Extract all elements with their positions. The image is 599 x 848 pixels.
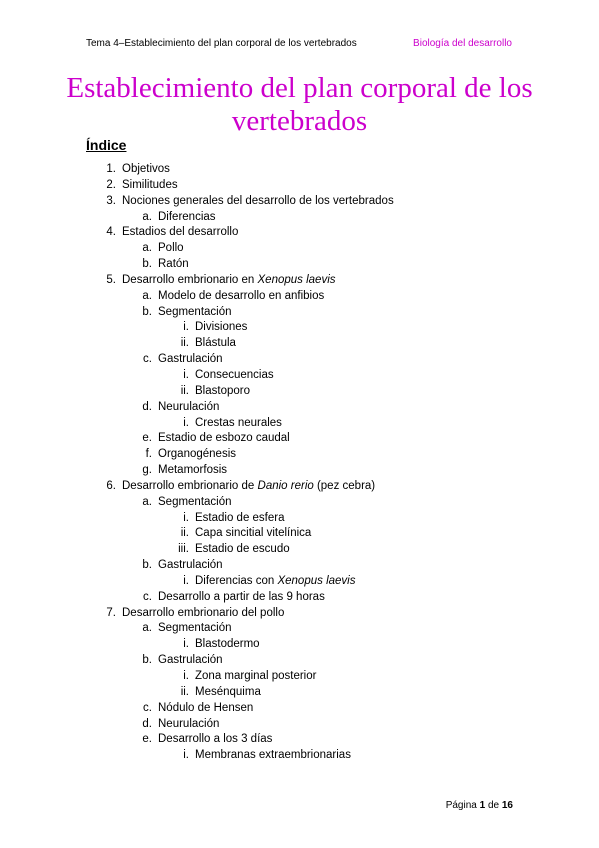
toc-entry-text: Estadio de esfera [195, 511, 285, 524]
toc-entry-label [195, 637, 260, 653]
toc-entry-text: Segmentación [158, 305, 232, 318]
toc-entry-label [195, 748, 351, 764]
toc-entry-label [195, 511, 285, 527]
toc-entry-label [195, 542, 290, 558]
toc-entry-number: 7. [106, 606, 116, 619]
toc-entry-number: i. [183, 574, 189, 587]
toc-entry [0, 241, 599, 257]
table-of-contents [0, 162, 599, 764]
toc-entry-label [158, 653, 223, 669]
toc-entry-text: Gastrulación [158, 559, 223, 572]
page-footer [446, 800, 513, 811]
toc-entry [0, 732, 599, 748]
toc-entry-number: ii. [180, 685, 189, 698]
toc-entry-label [195, 384, 250, 400]
toc-entry-text: Nódulo de Hensen [158, 701, 254, 714]
toc-entry-label [158, 305, 232, 321]
toc-entry-text: (pez cebra) [313, 479, 376, 492]
toc-entry [0, 320, 599, 336]
toc-entry-text: Desarrollo a los 3 días [158, 733, 273, 746]
running-header-subject: Biología del desarrollo [413, 38, 512, 49]
toc-entry-number: i. [183, 511, 189, 524]
toc-entry [0, 352, 599, 368]
toc-entry-number: g. [142, 464, 152, 477]
toc-entry-number: ii. [180, 337, 189, 350]
toc-entry-text: Capa sincitial vitelínica [195, 527, 312, 540]
toc-entry-number: i. [183, 638, 189, 651]
toc-entry-number: 3. [106, 194, 116, 207]
toc-entry-number: e. [142, 432, 152, 445]
toc-entry [0, 653, 599, 669]
toc-entry-number: b. [142, 258, 152, 271]
toc-entry-label [122, 194, 394, 210]
toc-entry-number: e. [142, 733, 152, 746]
toc-entry-text: Pollo [158, 242, 184, 255]
toc-entry-label [122, 606, 284, 622]
toc-entry [0, 257, 599, 273]
toc-entry [0, 685, 599, 701]
toc-entry-label [122, 479, 375, 495]
toc-entry-number: 1. [106, 163, 116, 175]
toc-entry-number: i. [183, 670, 189, 682]
toc-entry-number: b. [142, 654, 152, 667]
toc-entry-number: a. [142, 495, 152, 508]
index-heading: Índice [86, 137, 127, 153]
toc-entry-text: Diferencias [158, 210, 216, 223]
toc-entry-text: Crestas neurales [195, 416, 282, 429]
toc-entry [0, 748, 599, 764]
toc-entry [0, 273, 599, 289]
toc-entry [0, 495, 599, 511]
toc-entry-text: Gastrulación [158, 353, 223, 366]
document-title: Establecimiento del plan corporal de los vertebrados [66, 72, 533, 137]
toc-entry-label [158, 463, 227, 479]
toc-entry-text: Membranas extraembrionarias [195, 749, 351, 762]
page-current: 1 [479, 800, 486, 811]
toc-entry [0, 178, 599, 194]
toc-entry-label [158, 732, 272, 748]
toc-entry-text: Blastodermo [195, 638, 260, 651]
toc-entry-label [195, 416, 282, 432]
toc-entry [0, 558, 599, 574]
toc-entry-text: Gastrulación [158, 654, 223, 667]
toc-entry-number: i. [183, 749, 189, 762]
toc-entry-text: Blastoporo [195, 384, 250, 397]
toc-entry [0, 289, 599, 305]
page-word: Página [445, 800, 477, 811]
toc-entry-label [195, 368, 274, 384]
running-header-title: Tema 4–Establecimiento del plan corporal de los vertebrados [86, 38, 357, 49]
toc-entry-number: 4. [106, 226, 116, 239]
toc-entry-number: 6. [106, 479, 116, 492]
toc-entry [0, 637, 599, 653]
toc-entry-text: Neurulación [158, 400, 220, 413]
toc-entry-label [158, 717, 219, 733]
toc-entry-number: a. [142, 242, 152, 255]
toc-entry-number: a. [142, 622, 152, 635]
toc-entry-label [195, 685, 261, 701]
toc-entry [0, 511, 599, 527]
toc-entry [0, 701, 599, 717]
toc-entry-text: Desarrollo embrionario del pollo [122, 606, 285, 619]
toc-entry-text: Modelo de desarrollo en anfibios [158, 289, 325, 302]
toc-entry-number: f. [145, 448, 152, 461]
toc-entry [0, 621, 599, 637]
toc-entry-text: Mesénquima [195, 685, 261, 698]
toc-entry-number: d. [142, 400, 152, 413]
toc-entry [0, 194, 599, 210]
toc-entry-number: 2. [106, 178, 116, 191]
toc-entry-label [195, 669, 316, 685]
toc-entry-label [195, 526, 311, 542]
toc-entry [0, 162, 599, 178]
species-name-italic: Danio rerio [257, 479, 314, 492]
toc-entry [0, 526, 599, 542]
toc-entry-text: Nociones generales del desarrollo de los vertebrados [122, 194, 394, 207]
toc-entry-label [195, 336, 236, 352]
toc-entry-text: Neurulación [158, 717, 220, 730]
toc-entry [0, 336, 599, 352]
toc-entry-text: Ratón [158, 258, 189, 271]
toc-entry-label [158, 701, 253, 717]
toc-entry-text: Zona marginal posterior [195, 670, 317, 682]
toc-entry-label [122, 178, 178, 194]
toc-entry-label [158, 400, 219, 416]
toc-entry [0, 479, 599, 495]
toc-entry-number: iii. [178, 543, 189, 556]
toc-entry-label [158, 352, 223, 368]
toc-entry-label [158, 558, 223, 574]
toc-entry-text: Blástula [195, 337, 236, 350]
toc-entry-number: b. [142, 559, 152, 572]
toc-entry [0, 305, 599, 321]
toc-entry-label [122, 273, 336, 289]
toc-entry-number: a. [142, 289, 152, 302]
toc-entry-text: Objetivos [122, 163, 170, 175]
toc-entry-number: i. [183, 416, 189, 429]
species-name-italic: Xenopus laevis [257, 273, 336, 286]
toc-entry [0, 717, 599, 733]
of-word: de [487, 800, 500, 811]
toc-entry [0, 400, 599, 416]
toc-entry-label [122, 162, 170, 178]
toc-entry [0, 384, 599, 400]
toc-entry [0, 431, 599, 447]
toc-entry-number: c. [143, 353, 152, 366]
toc-entry-text: Organogénesis [158, 448, 236, 461]
toc-entry-number: i. [183, 321, 189, 334]
toc-entry [0, 606, 599, 622]
toc-entry-label [158, 257, 189, 273]
toc-entry-label [158, 431, 290, 447]
toc-entry-text: Similitudes [122, 178, 178, 191]
toc-entry-label [158, 289, 324, 305]
toc-entry-number: d. [142, 717, 152, 730]
species-name-italic: Xenopus laevis [277, 574, 356, 587]
toc-entry-text: Estadios del desarrollo [122, 226, 239, 239]
toc-entry-text: Estadio de escudo [195, 543, 290, 556]
toc-entry [0, 574, 599, 590]
toc-entry [0, 542, 599, 558]
toc-entry-number: ii. [180, 527, 189, 540]
toc-entry-label [158, 447, 236, 463]
toc-entry [0, 590, 599, 606]
toc-entry-label [158, 210, 216, 226]
toc-entry [0, 368, 599, 384]
toc-entry [0, 416, 599, 432]
toc-entry-number: i. [183, 368, 189, 381]
toc-entry-label [158, 590, 325, 606]
toc-entry-number: 5. [106, 273, 116, 286]
toc-entry [0, 669, 599, 685]
toc-entry-text: Desarrollo embrionario en [122, 273, 258, 286]
toc-entry-number: b. [142, 305, 152, 318]
toc-entry-text: Segmentación [158, 622, 232, 635]
toc-entry-text: Consecuencias [195, 368, 274, 381]
toc-entry-text: Desarrollo a partir de las 9 horas [158, 590, 325, 603]
toc-entry-label [195, 574, 355, 590]
toc-entry-text: Metamorfosis [158, 464, 228, 477]
toc-entry-text: Desarrollo embrionario de [122, 479, 258, 492]
toc-entry-text: Segmentación [158, 495, 232, 508]
toc-entry-label [158, 495, 232, 511]
toc-entry [0, 225, 599, 241]
toc-entry-label [195, 320, 247, 336]
toc-entry-text: Estadio de esbozo caudal [158, 432, 290, 445]
toc-entry [0, 210, 599, 226]
toc-entry-number: a. [142, 210, 152, 223]
toc-entry-text: Diferencias con [195, 574, 278, 587]
toc-entry-label [158, 621, 232, 637]
toc-entry [0, 463, 599, 479]
toc-entry-label [158, 241, 184, 257]
toc-entry-number: c. [143, 590, 152, 603]
toc-entry-number: c. [143, 701, 152, 714]
page-total: 16 [501, 800, 513, 811]
toc-entry-number: ii. [180, 384, 189, 397]
toc-entry-text: Divisiones [195, 321, 248, 334]
toc-entry [0, 447, 599, 463]
toc-entry-label [122, 225, 238, 241]
